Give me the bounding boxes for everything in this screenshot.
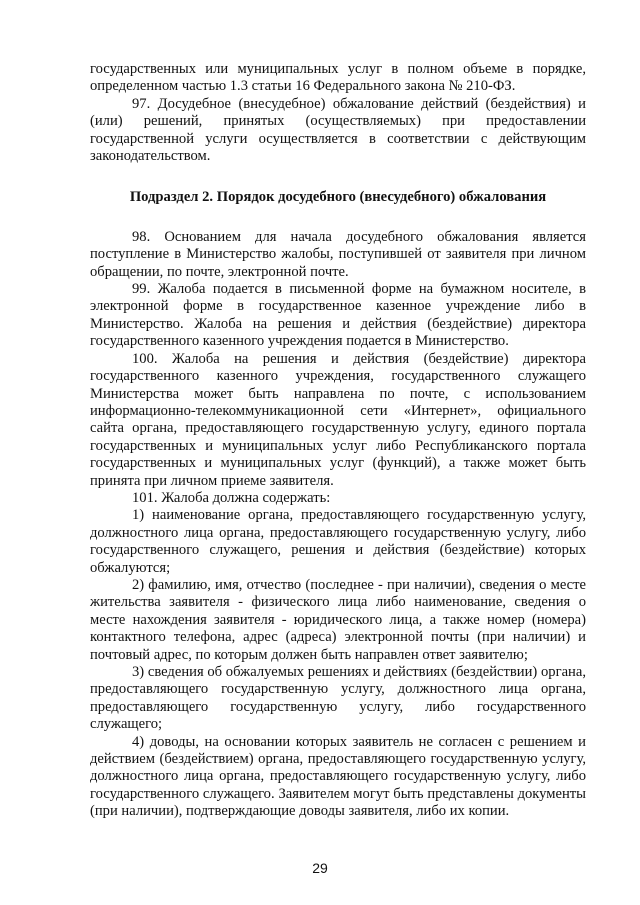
list-item-4: 4) доводы, на основании которых заявитель не согласен с решением и действием (бездействием) органа, предоставляющего государственную услугу, должностного лица органа, предоставляющего государственную услугу, либо государственного служащего. Заявителем могут быть представлены документы (при наличии), подтверждающие доводы заявителя, либо их копии. <box>90 733 586 820</box>
paragraph-98: 98. Основанием для начала досудебного обжалования является поступление в Министерство жалобы, поступившей от заявителя при личном обращении, по почте, электронной почте. <box>90 228 586 280</box>
list-item-1: 1) наименование органа, предоставляющего государственную услугу, должностного лица органа, предоставляющего государственную услугу, либо государственного служащего, решения и действия (бездействие) которых обжалуются; <box>90 507 586 576</box>
list-item-2: 2) фамилию, имя, отчество (последнее - при наличии), сведения о месте жительства заявителя - физического лица либо наименование, сведения о месте нахождения заявителя - юридического лица, а также номер (номера) контактного телефона, адрес (адреса) электронной почты (при наличии) и почтовый адрес, по которым должен быть направлен ответ заявителю; <box>90 576 586 663</box>
paragraph-99: 99. Жалоба подается в письменной форме на бумажном носителе, в электронной форме в государственное казенное учреждение либо в Министерство. Жалоба на решения и действия (бездействие) директора государственного казенного учреждения подается в Министерство. <box>90 281 586 350</box>
paragraph-100: 100. Жалоба на решения и действия (бездействие) директора государственного казенного учреждения, государственного служащего Министерства может быть направлена по почте, с использованием информационно-телекоммуникационной сети «Интернет», официального сайта органа, предоставляющего государственную услугу, единого портала государственных и муниципальных услуг либо Республиканского портала государственных и муниципальных услуг (функций), а также может быть принята при личном приеме заявителя. <box>90 350 586 489</box>
section-heading: Подраздел 2. Порядок досудебного (внесудебного) обжалования <box>129 189 547 206</box>
paragraph-101: 101. Жалоба должна содержать: <box>132 489 331 506</box>
document-page <box>90 61 586 821</box>
paragraph-continuation: государственных или муниципальных услуг в полном объеме в порядке, определенном частью 1.3 статьи 16 Федерального закона № 210-ФЗ. <box>90 61 586 95</box>
list-item-3: 3) сведения об обжалуемых решениях и действиях (бездействии) органа, предоставляющего государственную услугу, должностного лица органа, предоставляющего государственную услугу, либо государственного служащего; <box>90 664 586 733</box>
paragraph-97: 97. Досудебное (внесудебное) обжалование действий (бездействия) и (или) решений, принятых (осуществляемых) при предоставлении государственной услуги осуществляется в соответствии с действующим законодательством. <box>90 95 586 165</box>
page-number: 29 <box>312 860 328 876</box>
